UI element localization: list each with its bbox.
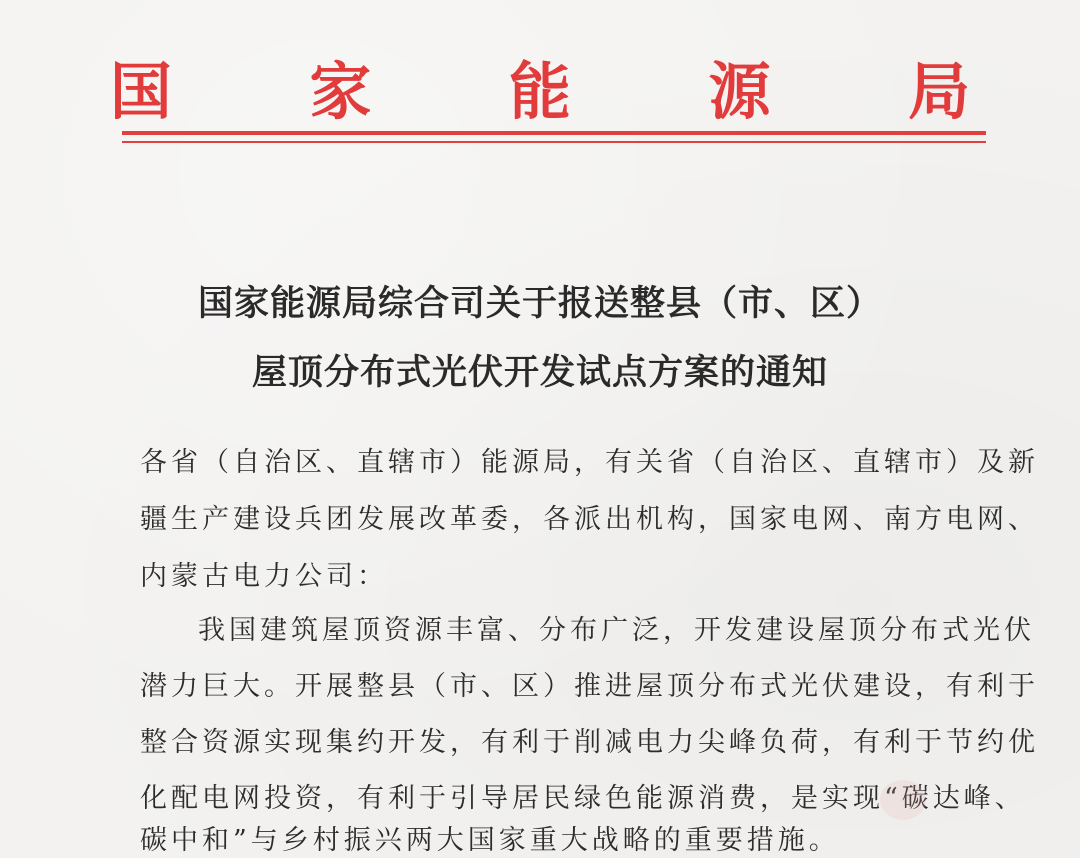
addressee-line-3: 内蒙古电力公司：: [140, 561, 388, 592]
paragraph-1-line-1: 我国建筑屋顶资源丰富、分布广泛，开发建设屋顶分布式光伏: [198, 615, 1035, 646]
notice-title-line-1: 国家能源局综合司关于报送整县（市、区）: [197, 283, 882, 324]
paragraph-1-line-2: 潜力巨大。开展整县（市、区）推进屋顶分布式光伏建设，有利于: [140, 671, 1039, 702]
agency-letterhead: 国 家 能 源 局: [109, 55, 1029, 128]
letterhead-red-rule-thin: [122, 141, 986, 143]
paragraph-1-line-4: 化配电网投资，有利于引导居民绿色能源消费，是实现“碳达峰、: [140, 783, 1026, 814]
letterhead-red-rule-thick: [122, 131, 986, 135]
addressee-line-1: 各省（自治区、直辖市）能源局，有关省（自治区、直辖市）及新: [140, 447, 1039, 478]
paper-stain: [880, 780, 926, 820]
paragraph-1-line-3: 整合资源实现集约开发，有利于削减电力尖峰负荷，有利于节约优: [140, 727, 1039, 758]
notice-title-line-2: 屋顶分布式光伏开发试点方案的通知: [251, 352, 828, 393]
paragraph-1-line-5: 碳中和”与乡村振兴两大国家重大战略的重要措施。: [140, 825, 840, 856]
addressee-line-2: 疆生产建设兵团发展改革委，各派出机构，国家电网、南方电网、: [140, 504, 1039, 535]
